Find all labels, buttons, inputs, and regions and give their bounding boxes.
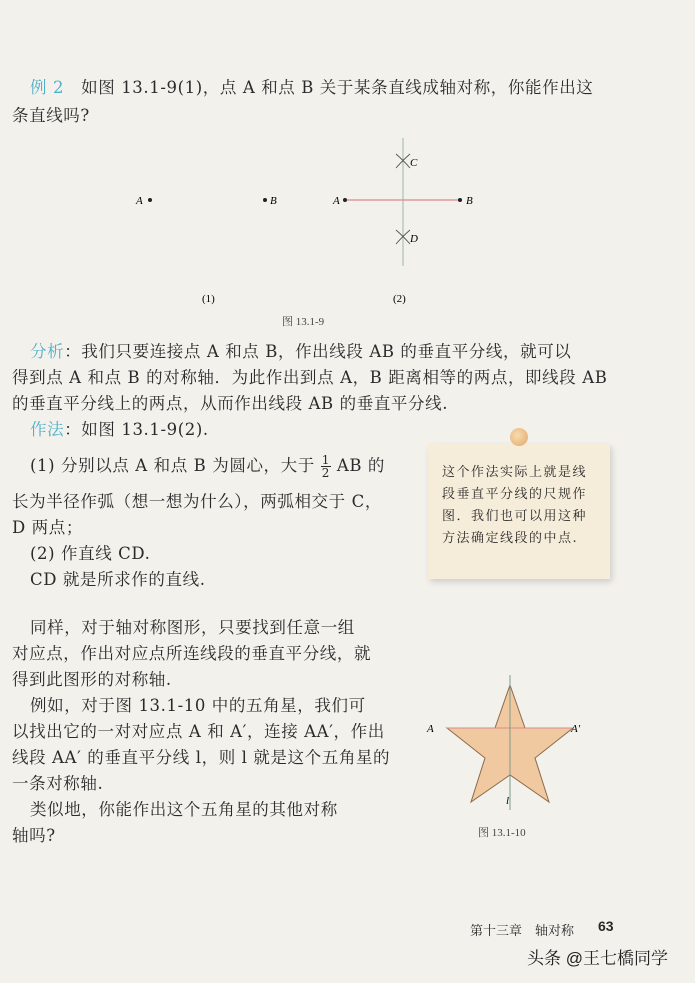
para2-line-2: 对应点，作出对应点所连线段的垂直平分线，就 (12, 644, 372, 663)
fraction-one-half (321, 454, 331, 479)
figure-13-1-9-caption: 图 13.1-9 (282, 316, 325, 328)
fig1-label-a: A (136, 195, 143, 207)
example-label: 例 2 (30, 78, 65, 97)
fig1-point-a (148, 198, 152, 202)
example-line-2: 条直线吗? (12, 106, 90, 125)
analysis-text-1: ：我们只要连接点 A 和点 B，作出线段 AB 的垂直平分线，就可以 (64, 342, 572, 361)
fraction-numerator: 1 (321, 453, 330, 467)
method-label: 作法 (30, 420, 65, 439)
figure-13-1-10-caption: 图 13.1-10 (478, 827, 526, 839)
side-note (428, 444, 610, 579)
para2-line-5: 以找出它的一对对应点 A 和 A′，连接 AA′，作出 (12, 722, 385, 741)
analysis-line-2: 得到点 A 和点 B 的对称轴．为此作出到点 A，B 距离相等的两点，即线段 AB (12, 368, 608, 387)
fig2-label-a: A (333, 195, 340, 207)
para2-line-7: 一条对称轴. (12, 774, 104, 793)
fig2-label-c: C (410, 157, 418, 169)
method-step-1-cont: 长为半径作弧（想一想为什么），两弧相交于 C， (12, 492, 382, 511)
fig1-point-b (263, 198, 267, 202)
analysis-line-1 (30, 338, 571, 366)
method-intro-text: ：如图 13.1-9(2). (64, 420, 209, 439)
page-number: 63 (598, 918, 614, 934)
pin-icon (510, 428, 528, 446)
analysis-label: 分析 (30, 342, 65, 361)
method-step-1-end: D 两点； (12, 518, 83, 537)
watermark: 头条 @王七橋同学 (527, 949, 668, 968)
method-step-2: (2) 作直线 CD. (30, 544, 151, 563)
fig2-label-d: D (410, 233, 418, 245)
fig2-sub-2: (2) (393, 293, 406, 305)
para2-line-8: 类似地，你能作出这个五角星的其他对称 (30, 800, 338, 819)
fig2-point-b (458, 198, 462, 202)
method-conclusion: CD 就是所求作的直线. (30, 570, 206, 589)
example-line-1 (30, 74, 593, 102)
step1-text-b: AB 的 (336, 456, 385, 475)
star-label-l: l (506, 795, 510, 807)
fig2-point-a (343, 198, 347, 202)
example-text-1: 如图 13.1-9(1)，点 A 和点 B 关于某条直线成轴对称，你能作出这 (81, 78, 594, 97)
fig2-label-b: B (466, 195, 473, 207)
side-note-text: 这个作法实际上就是线段垂直平分线的尺规作图．我们也可以用这种方法确定线段的中点. (442, 465, 588, 546)
para2-line-1: 同样，对于轴对称图形，只要找到任意一组 (30, 618, 355, 637)
method-step-1 (30, 452, 385, 480)
para2-line-9: 轴吗? (12, 826, 56, 845)
fig1-sub-1: (1) (202, 293, 215, 305)
para2-line-3: 得到此图形的对称轴. (12, 670, 172, 689)
fraction-denominator: 2 (321, 466, 330, 480)
analysis-line-3: 的垂直平分线上的两点，从而作出线段 AB 的垂直平分线. (12, 394, 449, 413)
star-label-a: A (427, 723, 434, 735)
fig1-label-b: B (270, 195, 277, 207)
step1-text-a: (1) 分别以点 A 和点 B 为圆心，大于 (30, 456, 315, 475)
method-intro (30, 416, 209, 444)
star-label-a-prime: A′ (571, 723, 581, 735)
figure-13-1-10 (415, 670, 595, 820)
figure-13-1-9 (120, 130, 500, 330)
para2-line-4: 例如，对于图 13.1-10 中的五角星，我们可 (30, 696, 366, 715)
footer-chapter: 第十三章 轴对称 (470, 923, 575, 938)
para2-line-6: 线段 AA′ 的垂直平分线 l，则 l 就是这个五角星的 (12, 748, 391, 767)
